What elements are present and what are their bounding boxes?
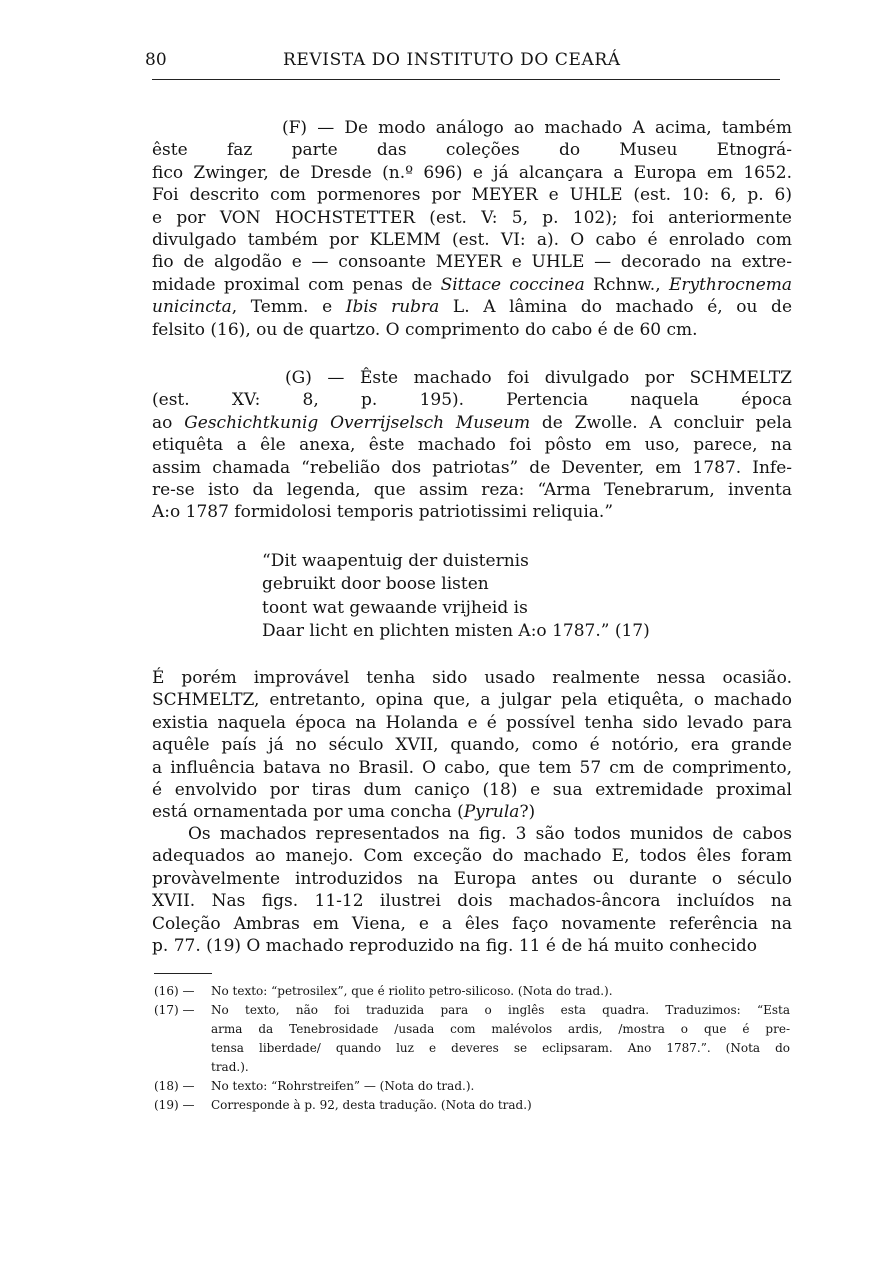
footnote-label: (18) — bbox=[154, 1079, 195, 1093]
paragraph-f bbox=[152, 117, 792, 341]
text-line: está ornamentada por uma concha (Pyrula?) bbox=[152, 802, 536, 823]
footnote-rule bbox=[154, 973, 212, 974]
paragraph-g bbox=[152, 367, 792, 524]
text-line: A:o 1787 formidolosi temporis patriotissimi reliquia.” bbox=[152, 502, 614, 523]
text-line: midade proximal com penas de Sittace coccinea Rchnw., Erythrocnema bbox=[152, 274, 793, 295]
footnote bbox=[154, 982, 790, 1001]
text-line: a influência batava no Brasil. O cabo, que tem 57 cm de comprimento, bbox=[152, 757, 792, 778]
text-line: ao Geschichtkunig Overrijselsch Museum de Zwolle. A concluir pela bbox=[152, 412, 792, 433]
text-line: divulgado também por KLEMM (est. VI: a). O cabo é enrolado com bbox=[152, 230, 792, 251]
footnote bbox=[154, 1001, 790, 1077]
footnote-line: No texto: “petrosilex”, que é riolito petro-silicoso. (Nota do trad.). bbox=[211, 984, 613, 998]
poem-line: “Dit waapentuig der duisternis bbox=[262, 551, 529, 571]
footnote-line: trad.). bbox=[211, 1060, 249, 1074]
poem-line: toont wat gewaande vrijheid is bbox=[262, 597, 528, 618]
footnotes bbox=[154, 982, 790, 1115]
text-line: felsito (16), ou de quartzo. O comprimento do cabo é de 60 cm. bbox=[152, 319, 698, 340]
text-line: XVII. Nas figs. 11-12 ilustrei dois machados-âncora incluídos na bbox=[152, 891, 792, 912]
text-line: Os machados representados na fig. 3 são todos munidos de cabos bbox=[188, 824, 792, 844]
text-line: É porém improvável tenha sido usado realmente nessa ocasião. bbox=[152, 668, 792, 688]
footnote-line: No texto: “Rohrstreifen” — (Nota do trad.). bbox=[211, 1079, 475, 1093]
text-line: existia naquela época na Holanda e é possível tenha sido levado para bbox=[152, 712, 792, 733]
text-line: provàvelmente introduzidos na Europa antes ou durante o século bbox=[152, 868, 792, 889]
text-line: é envolvido por tiras dum caniço (18) e sua extremidade proximal bbox=[152, 780, 792, 801]
text-line: êste faz parte das coleções do Museu Etnográ- bbox=[152, 140, 792, 161]
footnote-line: Corresponde à p. 92, desta tradução. (Nota do trad.) bbox=[211, 1098, 532, 1112]
text-line: SCHMELTZ, entretanto, opina que, a julgar pela etiquêta, o machado bbox=[152, 690, 792, 711]
poem-quatrain bbox=[262, 550, 742, 643]
footnote-line: tensa liberdade/ quando luz e deveres se eclipsaram. Ano 1787.”. (Nota do bbox=[211, 1041, 790, 1055]
text-line: Foi descrito com pormenores por MEYER e UHLE (est. 10: 6, p. 6) bbox=[152, 185, 792, 206]
footnote-label: (17) — bbox=[154, 1003, 195, 1017]
text-line: (est. XV: 8, p. 195). Pertencia naquela época bbox=[152, 390, 792, 411]
header-rule bbox=[152, 79, 780, 80]
poem-line: gebruikt door boose listen bbox=[262, 574, 489, 595]
poem-line: Daar licht en plichten misten A:o 1787.” (17) bbox=[262, 620, 650, 641]
footnote bbox=[154, 1096, 790, 1115]
text-line: fico Zwinger, de Dresde (n.º 696) e já alcançara a Europa em 1652. bbox=[152, 162, 792, 183]
paragraph-p4 bbox=[152, 823, 792, 957]
text-line: p. 77. (19) O machado reproduzido na fig. 11 é de há muito conhecido bbox=[152, 936, 757, 957]
text-line: etiquêta a êle anexa, êste machado foi pôsto em uso, parece, na bbox=[152, 435, 792, 456]
text-line: (F) — De modo análogo ao machado A acima, também bbox=[282, 118, 792, 138]
paragraph-p3 bbox=[152, 667, 792, 824]
running-title: REVISTA DO INSTITUTO DO CEARÁ bbox=[283, 50, 621, 70]
footnote bbox=[154, 1077, 790, 1096]
running-header bbox=[145, 50, 797, 74]
page-number: 80 bbox=[145, 50, 167, 70]
text-line: aquêle país já no século XVII, quando, como é notório, era grande bbox=[152, 735, 792, 756]
text-line: (G) — Êste machado foi divulgado por SCHMELTZ bbox=[285, 368, 792, 388]
text-line: Coleção Ambras em Viena, e a êles faço novamente referência na bbox=[152, 913, 792, 934]
text-line: re-se isto da legenda, que assim reza: “Arma Tenebrarum, inventa bbox=[152, 480, 792, 501]
footnote-line: No texto, não foi traduzida para o inglês esta quadra. Traduzimos: “Esta bbox=[211, 1003, 790, 1017]
text-line: fio de algodão e — consoante MEYER e UHLE — decorado na extre- bbox=[152, 252, 792, 273]
text-line: adequados ao manejo. Com exceção do machado E, todos êles foram bbox=[152, 846, 792, 867]
footnote-label: (16) — bbox=[154, 984, 195, 998]
text-line: e por VON HOCHSTETTER (est. V: 5, p. 102); foi anteriormente bbox=[152, 207, 792, 228]
text-line: unicincta, Temm. e Ibis rubra L. A lâmina do machado é, ou de bbox=[152, 297, 793, 318]
footnote-line: arma da Tenebrosidade /usada com malévolos ardis, /mostra o que é pre- bbox=[211, 1022, 790, 1036]
footnote-label: (19) — bbox=[154, 1098, 195, 1112]
text-line: assim chamada “rebelião dos patriotas” de Deventer, em 1787. Infe- bbox=[152, 457, 792, 478]
